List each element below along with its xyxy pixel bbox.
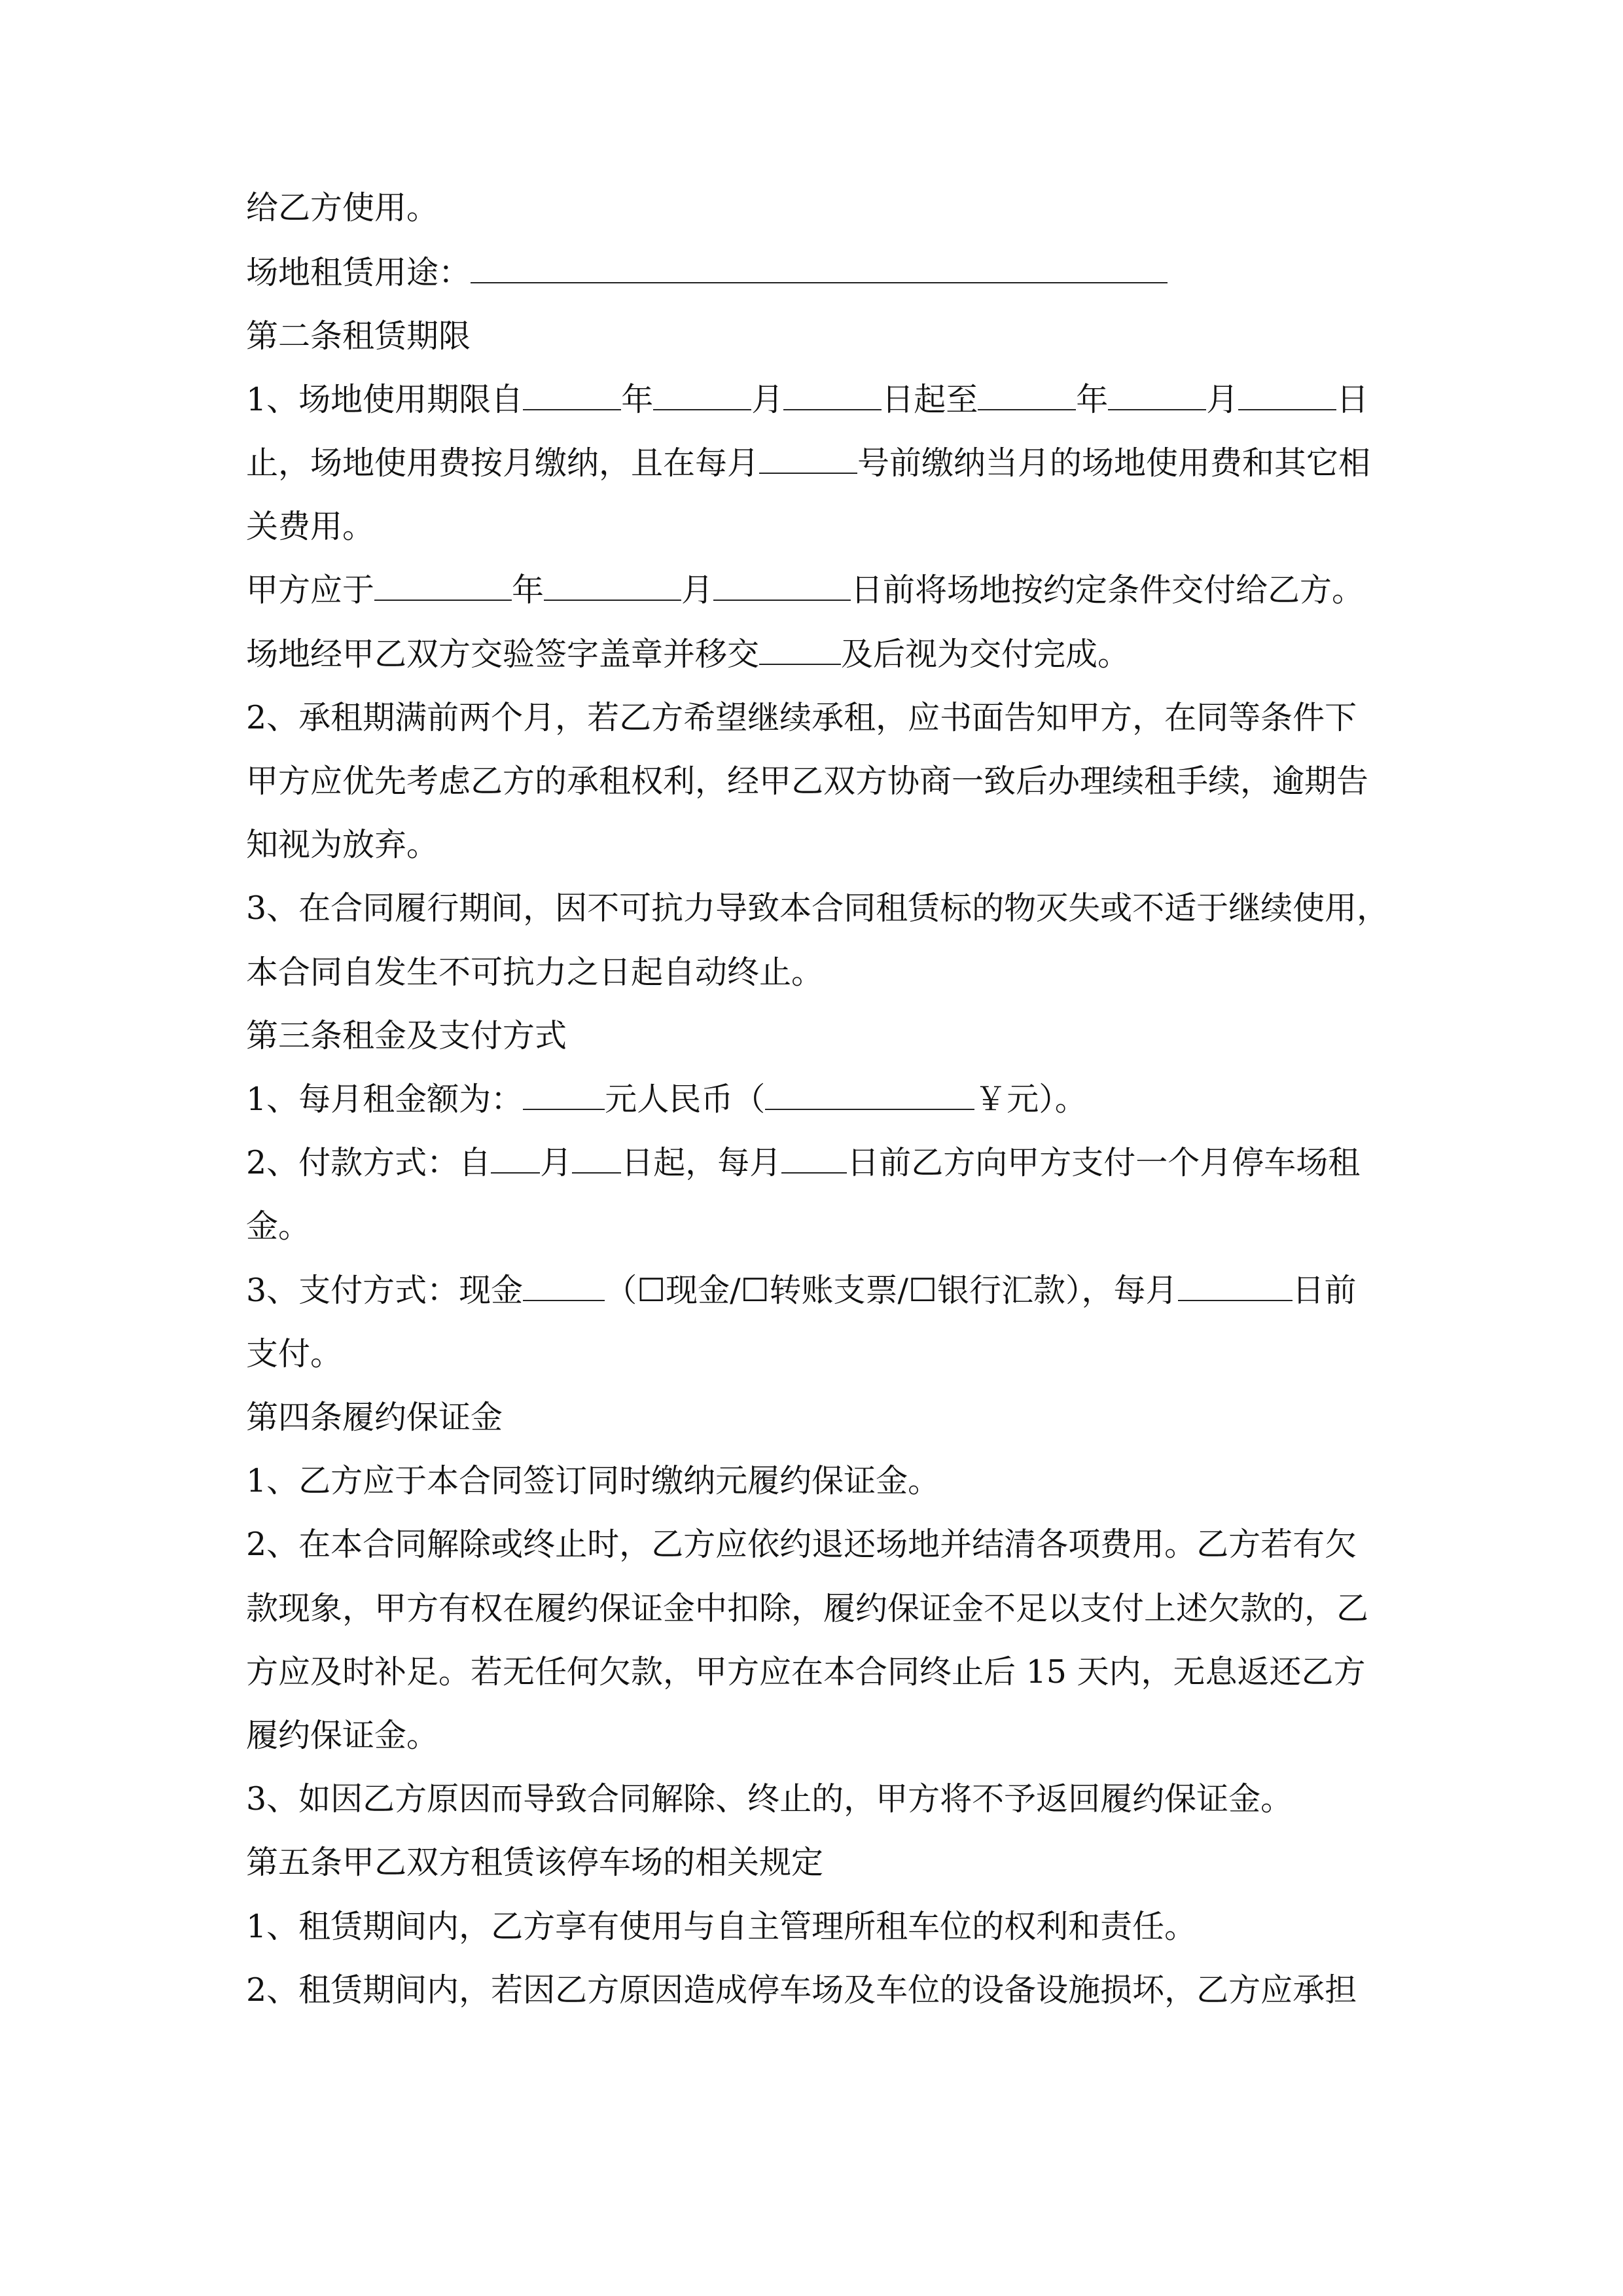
line-text: 月 [751,381,784,418]
document-line [246,317,471,356]
document-line [246,762,1368,801]
line-text: 本合同自发生不可抗力之日起自动终止。 [246,954,824,991]
line-text: 3、在合同履行期间，因不可抗力导致本合同租赁标的物灭失或不适于继续使用， [246,889,1389,927]
line-text: 关费用。 [246,508,375,545]
line-text: 知视为放弃。 [246,826,439,863]
line-text: 1、场地使用期限自 [246,381,524,418]
fill-in-blank [523,1271,605,1301]
fill-in-blank [523,1080,605,1110]
fill-in-blank [653,380,751,410]
document-line [246,571,1364,610]
document-line [246,1080,1087,1119]
document-line [246,188,438,228]
line-text: 金。 [246,1208,311,1245]
line-text: 场地经甲乙双方交验签字盖章并移交 [246,636,760,673]
line-text: 月 [1206,381,1239,418]
line-text: 日前乙方向甲方支付一个月停车场租 [847,1144,1361,1181]
fill-in-blank [713,571,851,601]
line-text: 履约保证金。 [246,1717,439,1754]
fill-in-blank [544,571,681,601]
line-text: ￥元）。 [974,1081,1087,1118]
line-text: 月 [540,1144,573,1181]
fill-in-blank [491,1143,540,1174]
document-line [246,444,1370,483]
line-text: 止，场地使用费按月缴纳，且在每月 [246,444,760,482]
document-line [246,1398,503,1437]
line-text: 元人民币（ [605,1081,766,1118]
document-line [246,1907,1196,1946]
document-line [246,953,823,992]
document-line [246,253,1168,293]
document-line [246,1143,1360,1183]
line-text: 年 [1076,381,1109,418]
line-text: 方应及时补足。若无任何欠款，甲方应在本合同终止后 15 天内，无息返还乙方 [246,1653,1366,1691]
document-line [246,1971,1357,2010]
fill-in-blank [374,571,512,601]
document-line [246,1271,1357,1310]
fill-in-blank [1238,380,1336,410]
line-text: 1、乙方应于本合同签订同时缴纳元履约保证金。 [246,1462,940,1499]
line-text: 2、在本合同解除或终止时，乙方应依约退还场地并结清各项费用。乙方若有欠 [246,1526,1357,1563]
line-text: 甲方应优先考虑乙方的承租权利，经甲乙双方协商一致后办理续租手续，逾期告 [246,762,1369,800]
document-line [246,635,1130,674]
fill-in-blank [572,1143,621,1174]
fill-in-blank [978,380,1076,410]
line-text: 支付。 [246,1335,343,1372]
fill-in-blank [1108,380,1206,410]
fill-in-blank [523,380,621,410]
document-line [246,507,374,547]
line-text: 月 [681,571,714,609]
line-text: 2、承租期满前两个月，若乙方希望继续承租，应书面告知甲方，在同等条件下 [246,699,1357,736]
line-text: 及后视为交付完成。 [841,636,1130,673]
line-text: 甲方应于 [246,571,375,609]
line-text: 1、租赁期间内，乙方享有使用与自主管理所租车位的权利和责任。 [246,1908,1197,1945]
line-text: 日起，每月 [621,1144,782,1181]
line-text: 年 [512,571,544,609]
document-line [246,1653,1366,1692]
line-text: 号前缴纳当月的场地使用费和其它相 [857,444,1371,482]
fill-in-blank [781,1143,847,1174]
line-text: 第三条租金及支付方式 [246,1017,567,1054]
line-text: 第五条甲乙双方租赁该停车场的相关规定 [246,1844,824,1881]
document-line [246,1525,1357,1564]
line-text: 1、每月租金额为： [246,1081,524,1118]
document-line [246,889,1389,928]
line-text: （☐现金/☐转账支票/☐银行汇款），每月 [605,1272,1178,1309]
document-line [246,1843,823,1882]
line-text: 第四条履约保证金 [246,1399,503,1436]
line-text: 2、付款方式：自 [246,1144,491,1181]
line-text: 3、如因乙方原因而导致合同解除、终止的，甲方将不予返回履约保证金。 [246,1780,1293,1818]
fill-in-blank [783,380,882,410]
line-text: 款现象，甲方有权在履约保证金中扣除，履约保证金不足以支付上述欠款的，乙 [246,1590,1369,1627]
document-line [246,1016,567,1056]
document-line [246,825,438,865]
document-line [246,698,1357,738]
line-text: 2、租赁期间内，若因乙方原因造成停车场及车位的设备设施损坏，乙方应承担 [246,1971,1357,2009]
line-text: 给乙方使用。 [246,189,439,226]
line-text: 日起至 [882,381,978,418]
line-text: 日前将场地按约定条件交付给乙方。 [851,571,1364,609]
fill-in-blank [765,1080,974,1110]
fill-in-blank [1178,1271,1293,1301]
line-text: 日前 [1292,1272,1357,1309]
document-line [246,1589,1368,1628]
fill-in-blank [471,253,1168,283]
fill-in-blank [759,635,841,665]
document-line [246,380,1368,420]
line-text: 场地租赁用途： [246,254,471,291]
document-line [246,1780,1293,1819]
line-text: 第二条租赁期限 [246,317,471,355]
line-text: 日 [1336,381,1369,418]
line-text: 年 [621,381,654,418]
document-line [246,1716,438,1755]
fill-in-blank [759,444,857,474]
document-line [246,1335,342,1374]
document-line [246,1462,940,1501]
document-line [246,1207,310,1246]
line-text: 3、支付方式：现金 [246,1272,524,1309]
